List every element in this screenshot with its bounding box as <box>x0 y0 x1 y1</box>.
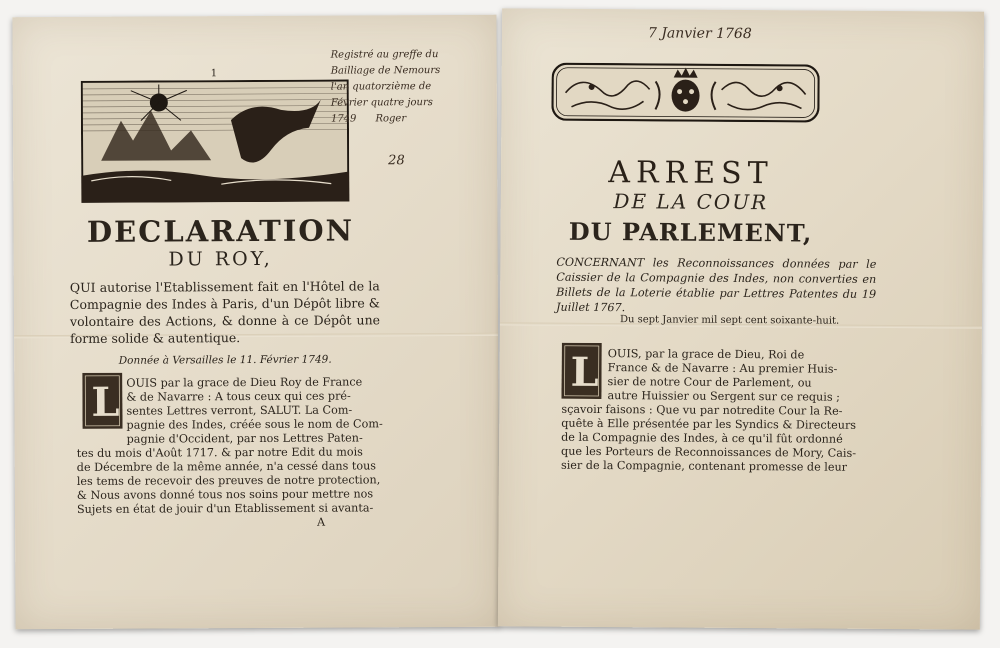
manuscript-year: 1749 <box>330 113 357 125</box>
document-summary: CONCERNANT les Reconnoissances données par le Caissier de la Compagnie des Indes, non converties en Billets de la Loterie établie par Lettres Patentes du 19 Juillet 1767. <box>556 255 877 315</box>
document-summary: QUI autorise l'Etablissement fait en l'Hôtel de la Compagnie des Indes à Paris, d'un Dépôt libre & volontaire des Actions, & donne à ce Dépôt une forme solide & autentique. <box>69 278 381 346</box>
body-line: & de Navarre : A tous ceux qui ces pré- <box>126 389 351 404</box>
manuscript-line: l'an quatorzième de <box>330 81 432 93</box>
body-line: autre Huissier ou Sergent sur ce requis ; <box>607 389 840 404</box>
body-line: quête à Elle présentée par les Syndics & Directeurs <box>561 416 857 432</box>
manuscript-date: 7 Janvier 1768 <box>647 25 752 43</box>
decorated-initial <box>82 373 122 429</box>
body-line: OUIS, par la grace de Dieu, Roi de <box>607 347 805 362</box>
manuscript-line: Février quatre jours <box>330 97 433 109</box>
manuscript-line <box>331 111 499 128</box>
body-line: pagnie d'Occident, par nos Lettres Paten- <box>126 431 363 446</box>
document-dateline: Du sept Janvier mil sept cent soixante-huit. <box>619 314 840 327</box>
body-line: sier de la Compagnie, contenant promesse de leur <box>560 458 848 474</box>
body-line: les tems de recevoir des preuves de notre protection, <box>76 473 381 488</box>
manuscript-signature: Roger <box>375 113 407 125</box>
manuscript-line: Registré au greffe du <box>330 49 439 61</box>
document-subtitle: DE LA COUR <box>613 189 769 215</box>
manuscript-number: 28 <box>388 153 405 169</box>
document-arrest-du-parlement <box>498 8 984 629</box>
initial-letter: L <box>91 378 120 426</box>
document-subtitle: DU ROY, <box>168 247 273 271</box>
body-line: de Décembre de la même année, n'a cessé dans tous <box>76 459 377 474</box>
initial-letter: L <box>570 348 599 397</box>
body-line: France & de Navarre : Au premier Huis- <box>607 361 838 376</box>
body-line: sentes Lettres verront, SALUT. La Com- <box>126 403 353 418</box>
body-line: pagnie des Indes, créée sous le nom de Com- <box>126 417 383 432</box>
document-declaration-du-roy <box>12 15 499 630</box>
body-line: Sujets en état de jouir d'un Etablissement si avanta- <box>76 501 374 516</box>
document-dateline: Donnée à Versailles le 11. Février 1749. <box>118 353 332 367</box>
page-number: 1 <box>210 68 218 80</box>
signature-mark: A <box>317 515 326 529</box>
body-line: sier de notre Cour de Parlement, ou <box>607 375 812 390</box>
body-line: sçavoir faisons : Que vu par notredite Cour la Re- <box>561 402 843 418</box>
decorated-initial <box>561 343 601 399</box>
body-line: OUIS par la grace de Dieu Roy de France <box>126 375 363 390</box>
body-line: & Nous avons donné tous nos soins pour mettre nos <box>76 487 374 502</box>
manuscript-registration-note <box>331 47 499 128</box>
document-title: ARREST <box>608 155 774 192</box>
document-title: DECLARATION <box>86 213 355 249</box>
body-line: que les Porteurs de Reconnoissances de Mory, Cais- <box>561 444 857 460</box>
document-subtitle: DU PARLEMENT, <box>568 216 813 248</box>
body-line: de la Compagnie des Indes, à ce qu'il fût ordonné <box>561 430 843 446</box>
woodcut-illustration <box>81 80 350 203</box>
manuscript-line: Bailliage de Nemours <box>330 65 441 77</box>
ornamental-banner <box>551 63 819 123</box>
body-line: tes du mois d'Août 1717. & par notre Edit du mois <box>76 445 363 460</box>
